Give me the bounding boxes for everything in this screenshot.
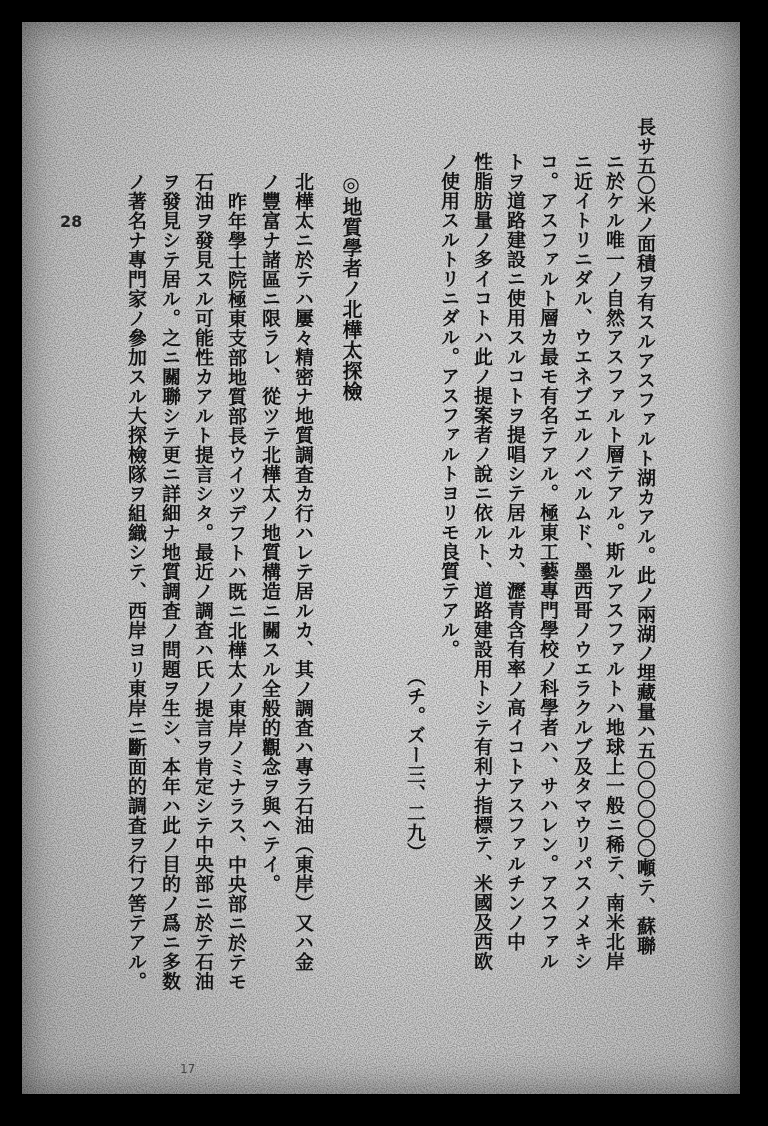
text-column: 石油ヲ發見スル可能性カアルト提言シタ。最近ノ調査ハ氏ノ提言ヲ肯定シテ中央部ニ於テ石油: [192, 172, 214, 991]
text-column: ニ於ケル唯一ノ自然アスファルト層テアル。斯ルアスファルトハ地球上一般ニ稀テ、南米北岸: [603, 152, 625, 971]
section-heading: ◎地質學者ノ北樺太探檢: [339, 172, 363, 402]
text-column: ノ著名ナ專門家ノ參加スル大探檢隊ヲ組織シテ、西岸ヨリ東岸ニ斷面的調査ヲ行フ筈テアル。: [125, 172, 147, 991]
text-column: ヲ發見シテ居ル。之ニ關聯シテ更ニ詳細ナ地質調査ノ問題ヲ生シ、本年ハ此ノ目的ノ爲ニ多数: [159, 172, 181, 991]
text-column: コ。アスファルト層カ最モ有名テアル。極東工藝專門學校ノ科學者ハ、サハレン。アスファル: [537, 152, 559, 971]
text-column: 長サ五〇米ノ面積ヲ有スルアスファルト湖カアル。此ノ兩湖ノ埋藏量ハ五〇〇〇〇〇噸テ、蘇聯: [634, 117, 656, 956]
text-column: 性脂肪量ノ多イコトハ此ノ提案者ノ說ニ依ルト、道路建設用トシテ有利ナ指標テ、米國及西欧: [471, 152, 493, 971]
page-number: 28: [60, 212, 83, 231]
footer-mark: 17: [180, 1062, 196, 1076]
text-column: トヲ道路建設ニ使用スルコトヲ提唱シテ居ルカ、瀝青含有率ノ高イコトアスファルチンノ中: [504, 152, 526, 952]
text-column: 北樺太ニ於テハ屢々精密ナ地質調査カ行ハレテ居ルカ、其ノ調査ハ專ラ石油（東岸）又ハ金: [292, 172, 314, 972]
text-column: 昨年學士院極東支部地質部長ウイツデフトハ既ニ北樺太ノ東岸ノミナラス、中央部ニ於テモ: [225, 192, 247, 992]
text-column: ノ使用スルトリニダル。アスファルトヨリモ良質テアル。: [438, 152, 460, 659]
scanned-page: [22, 22, 740, 1094]
text-column: ノ豐富ナ諸區ニ限ラレ、從ツテ北樺太ノ地質構造ニ關スル全般的觀念ヲ與ヘテイ。: [259, 172, 281, 894]
text-column: ニ近イトリニダル、ウエネブエルノベルムド、墨西哥ノウエラクルブ及タマウリパスノメキシ: [571, 152, 593, 971]
citation: （チ。ズー三、二九）: [404, 667, 426, 862]
